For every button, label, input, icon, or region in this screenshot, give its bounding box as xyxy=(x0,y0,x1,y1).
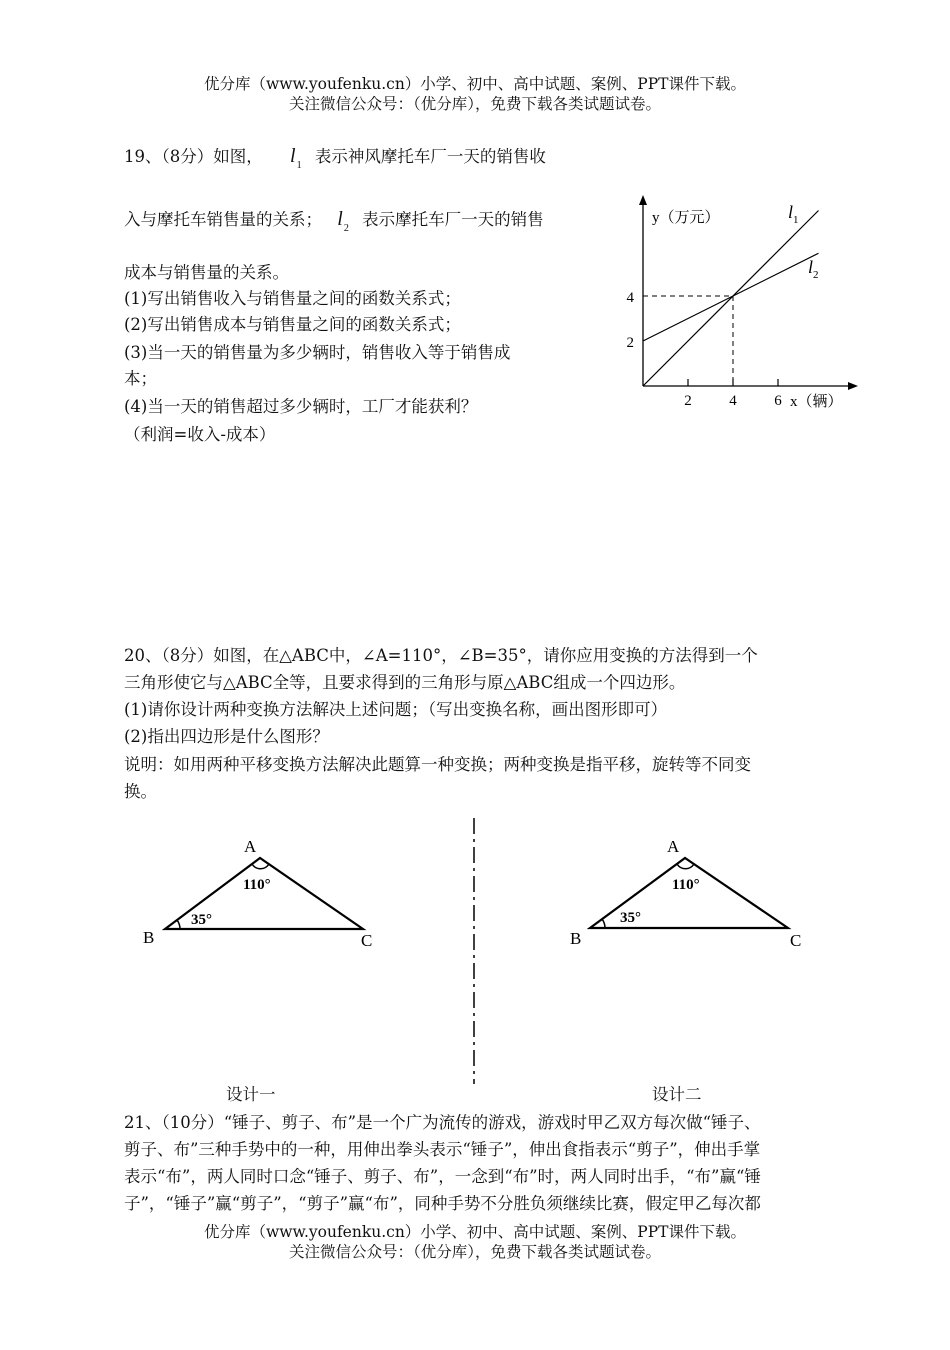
q19-line-1-prefix: 19、（8分）如图， xyxy=(124,147,263,166)
q19-item-1: (1)写出销售收入与销售量之间的函数关系式； xyxy=(124,289,461,308)
q19-line-3: 成本与销售量的关系。 xyxy=(124,263,289,282)
q19-line-2 xyxy=(124,206,544,242)
q21-line-4: 子”，“锤子”赢“剪子”，“剪子”赢“布”，同种手势不分胜负须继续比赛，假定甲乙每次都 xyxy=(124,1194,761,1213)
header-line-1: 优分库（www.youfenku.cn）小学、初中、高中试题、案例、PPT课件下载。 xyxy=(203,75,747,93)
x-axis-label: x（辆） xyxy=(790,394,843,410)
q20-line-5: 说明：如用两种平移变换方法解决此题算一种变换；两种变换是指平移，旋转等不同变 xyxy=(124,755,751,774)
sales-chart xyxy=(600,190,870,420)
q20-line-1: 20、（8分）如图，在△ABC中，∠A=110°，∠B=35°，请你应用变换的方法得到一个 xyxy=(124,646,758,665)
x-axis-arrow xyxy=(848,382,858,390)
q20-line-2: 三角形使它与△ABC全等，且要求得到的三角形与原△ABC组成一个四边形。 xyxy=(124,673,686,692)
triangle-figure-2 xyxy=(560,830,820,960)
y-tick-label: 4 xyxy=(626,290,634,306)
series-l2-label: $l_2$ xyxy=(808,257,819,281)
q19-note: （利润=收入-成本） xyxy=(124,425,276,444)
x-ticks xyxy=(684,379,782,409)
design-2-caption: 设计二 xyxy=(652,1085,702,1104)
angle-b-label: 35° xyxy=(191,912,212,928)
angle-b-label: 35° xyxy=(620,910,641,926)
vertex-b-label: B xyxy=(143,928,155,947)
y-axis-arrow xyxy=(639,195,647,205)
q19-line-1-suffix: 表示神风摩托车厂一天的销售收 xyxy=(314,147,546,166)
y-axis-label: y（万元） xyxy=(652,210,720,226)
x-tick-label: 2 xyxy=(684,393,692,409)
q19-line-2-prefix: 入与摩托车销售量的关系； xyxy=(124,210,322,229)
q19-line-2-suffix: 表示摩托车厂一天的销售 xyxy=(362,210,544,229)
q19-item-4: (4)当一天的销售超过多少辆时，工厂才能获利？ xyxy=(124,397,478,416)
q21-line-1: 21、（10分）“锤子、剪子、布”是一个广为流传的游戏，游戏时甲乙双方每次做“锤子、 xyxy=(124,1113,761,1132)
q19-item-3-cont: 本； xyxy=(124,369,157,388)
triangle-figure-1 xyxy=(135,830,395,960)
q20-line-6: 换。 xyxy=(124,782,157,801)
l1-symbol: $l_1$ xyxy=(290,145,302,171)
q19-line-1 xyxy=(124,143,546,179)
vertex-b-label: B xyxy=(570,929,582,948)
footer-line-2: 关注微信公众号：（优分库），免费下载各类试题试卷。 xyxy=(288,1243,661,1261)
q21-line-3: 表示“布”，两人同时口念“锤子、剪子、布”，一念到“布”时，两人同时出手，“布”赢“锤 xyxy=(124,1167,761,1186)
header-line-2: 关注微信公众号：（优分库），免费下载各类试题试卷。 xyxy=(288,95,661,113)
x-tick-label: 6 xyxy=(774,393,782,409)
x-tick-label: 4 xyxy=(729,393,737,409)
vertex-c-label: C xyxy=(790,931,802,950)
vertex-a-label: A xyxy=(667,837,680,856)
y-tick-label: 2 xyxy=(626,335,634,351)
l2-symbol: $l_2$ xyxy=(337,208,349,234)
q20-line-4: (2)指出四边形是什么图形？ xyxy=(124,727,329,746)
series-l1-label: $l_1$ xyxy=(788,202,799,226)
angle-a-label: 110° xyxy=(672,877,700,893)
q20-line-3: (1)请你设计两种变换方法解决上述问题；（写出变换名称，画出图形即可） xyxy=(124,700,668,719)
divider-line xyxy=(468,818,480,1084)
series-l2-line xyxy=(643,253,819,341)
design-1-caption: 设计一 xyxy=(226,1085,276,1104)
angle-a-label: 110° xyxy=(243,877,271,893)
footer-line-1: 优分库（www.youfenku.cn）小学、初中、高中试题、案例、PPT课件下载。 xyxy=(203,1223,747,1241)
q19-item-3: (3)当一天的销售量为多少辆时，销售收入等于销售成 xyxy=(124,343,511,362)
vertex-c-label: C xyxy=(361,931,373,950)
q21-line-2: 剪子、布”三种手势中的一种，用伸出拳头表示“锤子”，伸出食指表示“剪子”，伸出手掌 xyxy=(124,1140,761,1159)
q19-item-2: (2)写出销售成本与销售量之间的函数关系式； xyxy=(124,315,461,334)
series-l1-line xyxy=(643,211,819,387)
vertex-a-label: A xyxy=(244,837,257,856)
y-ticks xyxy=(627,290,635,351)
